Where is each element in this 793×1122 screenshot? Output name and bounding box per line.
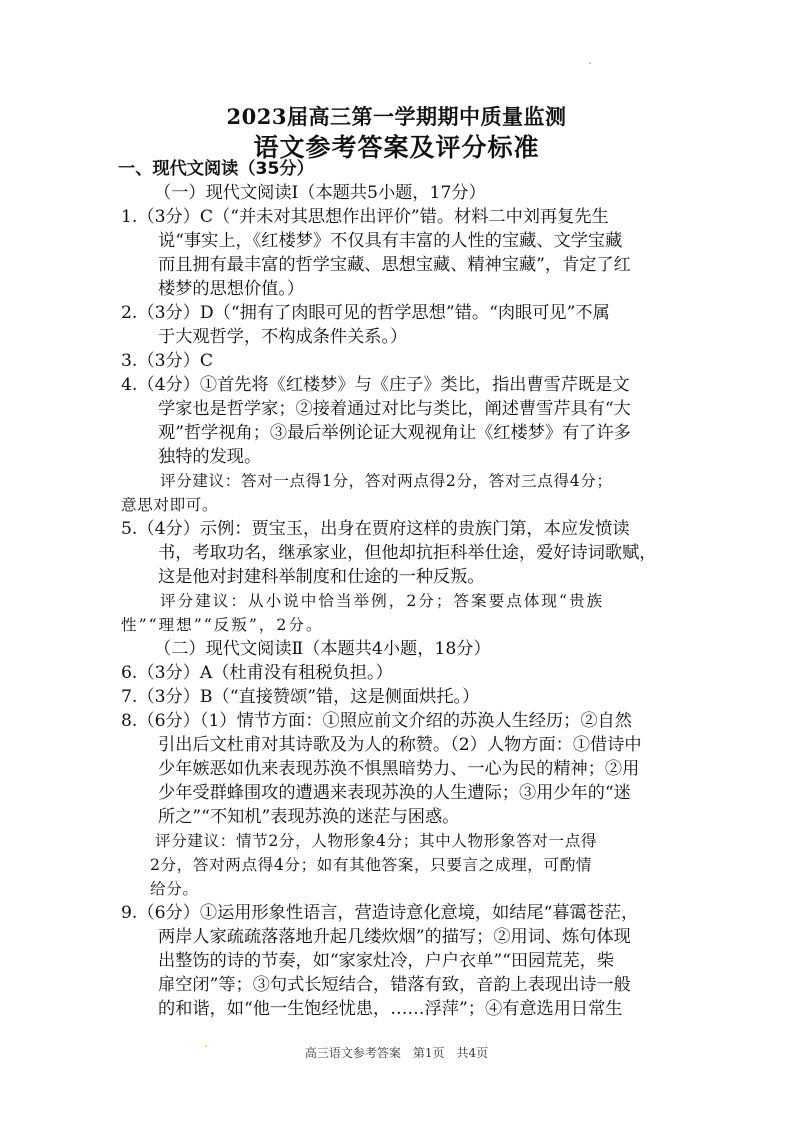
scoring-note: 评分建议：情节2分，人物形象4分；其中人物形象答对一点得 <box>155 832 598 850</box>
subsection-heading: （二）现代文阅读Ⅱ（本题共4小题，18分） <box>154 639 491 659</box>
answer-line: 引出后文杜甫对其诗歌及为人的称赞。（2）人物方面：①借诗中 <box>158 735 642 755</box>
page-footer: 高三语文参考答案 第1页 共4页 <box>304 1046 489 1060</box>
answer-line: 出整饬的诗的节奏，如“家家灶冷，户户衣单”“田园荒芜，柴 <box>158 951 615 971</box>
answer-line: 的和谐，如“他一生饱经忧患，……浮萍”；④有意选用日常生 <box>158 999 623 1019</box>
scoring-note: 2分，答对两点得4分；如有其他答案，只要言之成理，可酌情 <box>150 856 593 874</box>
answer-line: 楼梦的思想价值。） <box>158 279 305 299</box>
answer-line: 书，考取功名，继承家业，但他却抗拒科举仕途，爱好诗词歌赋， <box>158 543 657 563</box>
answer-key-title: 语文参考答案及评分标准 <box>253 133 540 162</box>
answer-line: 5.（4分）示例：贾宝玉，出身在贾府这样的贵族门第，本应发愤读 <box>121 519 630 539</box>
answer-line: 6.（3分）A（杜甫没有租税负担。） <box>121 663 393 683</box>
answer-line: 扉空闭”等；③句式长短结合，错落有致，音韵上表现出诗一般 <box>158 975 631 995</box>
answer-line: 9.（6分）①运用形象性语言，营造诗意化意境，如结尾“暮霭苍茫， <box>121 903 639 923</box>
answer-line: 而且拥有最丰富的哲学宝藏、思想宝藏、精神宝藏”，肯定了红 <box>158 255 631 275</box>
scoring-note: 性”“理想”“反叛”，2分。 <box>121 616 324 634</box>
answer-line: 独特的发现。 <box>158 447 262 467</box>
scoring-note: 给分。 <box>150 880 199 898</box>
answer-line: 8.（6分）（1）情节方面：①照应前文介绍的苏涣人生经历；②自然 <box>121 711 632 731</box>
answer-line: 于大观哲学，不构成条件关系。） <box>158 327 408 347</box>
answer-line: 少年嫉恶如仇来表现苏涣不惧黑暗势力、一心为民的精神；②用 <box>158 759 640 779</box>
answer-line: 7.（3分）B（“直接赞颂”错，这是侧面烘托。） <box>121 687 480 707</box>
answer-line: 所之”“不知机”表现苏涣的迷茫与困惑。 <box>158 807 460 827</box>
answer-line: 少年受群蜂围攻的遭遇来表现苏涣的人生遭际；③用少年的“迷 <box>158 783 631 803</box>
answer-line: 4.（4分）①首先将《红楼梦》与《庄子》类比，指出曹雪芹既是文 <box>121 375 630 395</box>
answer-line: 3.（3分）C <box>121 351 214 371</box>
answer-line: 2.（3分）D（“拥有了肉眼可见的哲学思想”错。“肉眼可见”不属 <box>121 303 610 323</box>
exam-title: 2023届高三第一学期期中质量监测 <box>226 104 567 129</box>
speck <box>589 62 591 64</box>
answer-line: 两岸人家疏疏落落地升起几缕炊烟”的描写；②用词、炼句体现 <box>158 927 631 947</box>
answer-line: 1.（3分）C（“并未对其思想作出评价”错。材料二中刘再复先生 <box>121 207 609 227</box>
scoring-note: 意思对即可。 <box>121 496 219 514</box>
scoring-note: 评分建议：从小说中恰当举例，2分；答案要点体现“贵族 <box>160 592 605 610</box>
answer-line: 观”哲学视角；③最后举例论证大观视角让《红楼梦》有了许多 <box>158 423 631 443</box>
subsection-heading: （一）现代文阅读Ⅰ（本题共5小题，17分） <box>154 183 486 203</box>
scoring-note: 评分建议：答对一点得1分，答对两点得2分，答对三点得4分； <box>160 472 613 490</box>
answer-line: 这是他对封建科举制度和仕途的一种反叛。 <box>158 567 485 587</box>
section-heading: 一、现代文阅读（35分） <box>118 159 314 179</box>
answer-line: 说“事实上，《红楼梦》不仅具有丰富的人性的宝藏、文学宝藏 <box>158 231 623 251</box>
answer-line: 学家也是哲学家；②接着通过对比与类比，阐述曹雪芹具有“大 <box>158 399 631 419</box>
